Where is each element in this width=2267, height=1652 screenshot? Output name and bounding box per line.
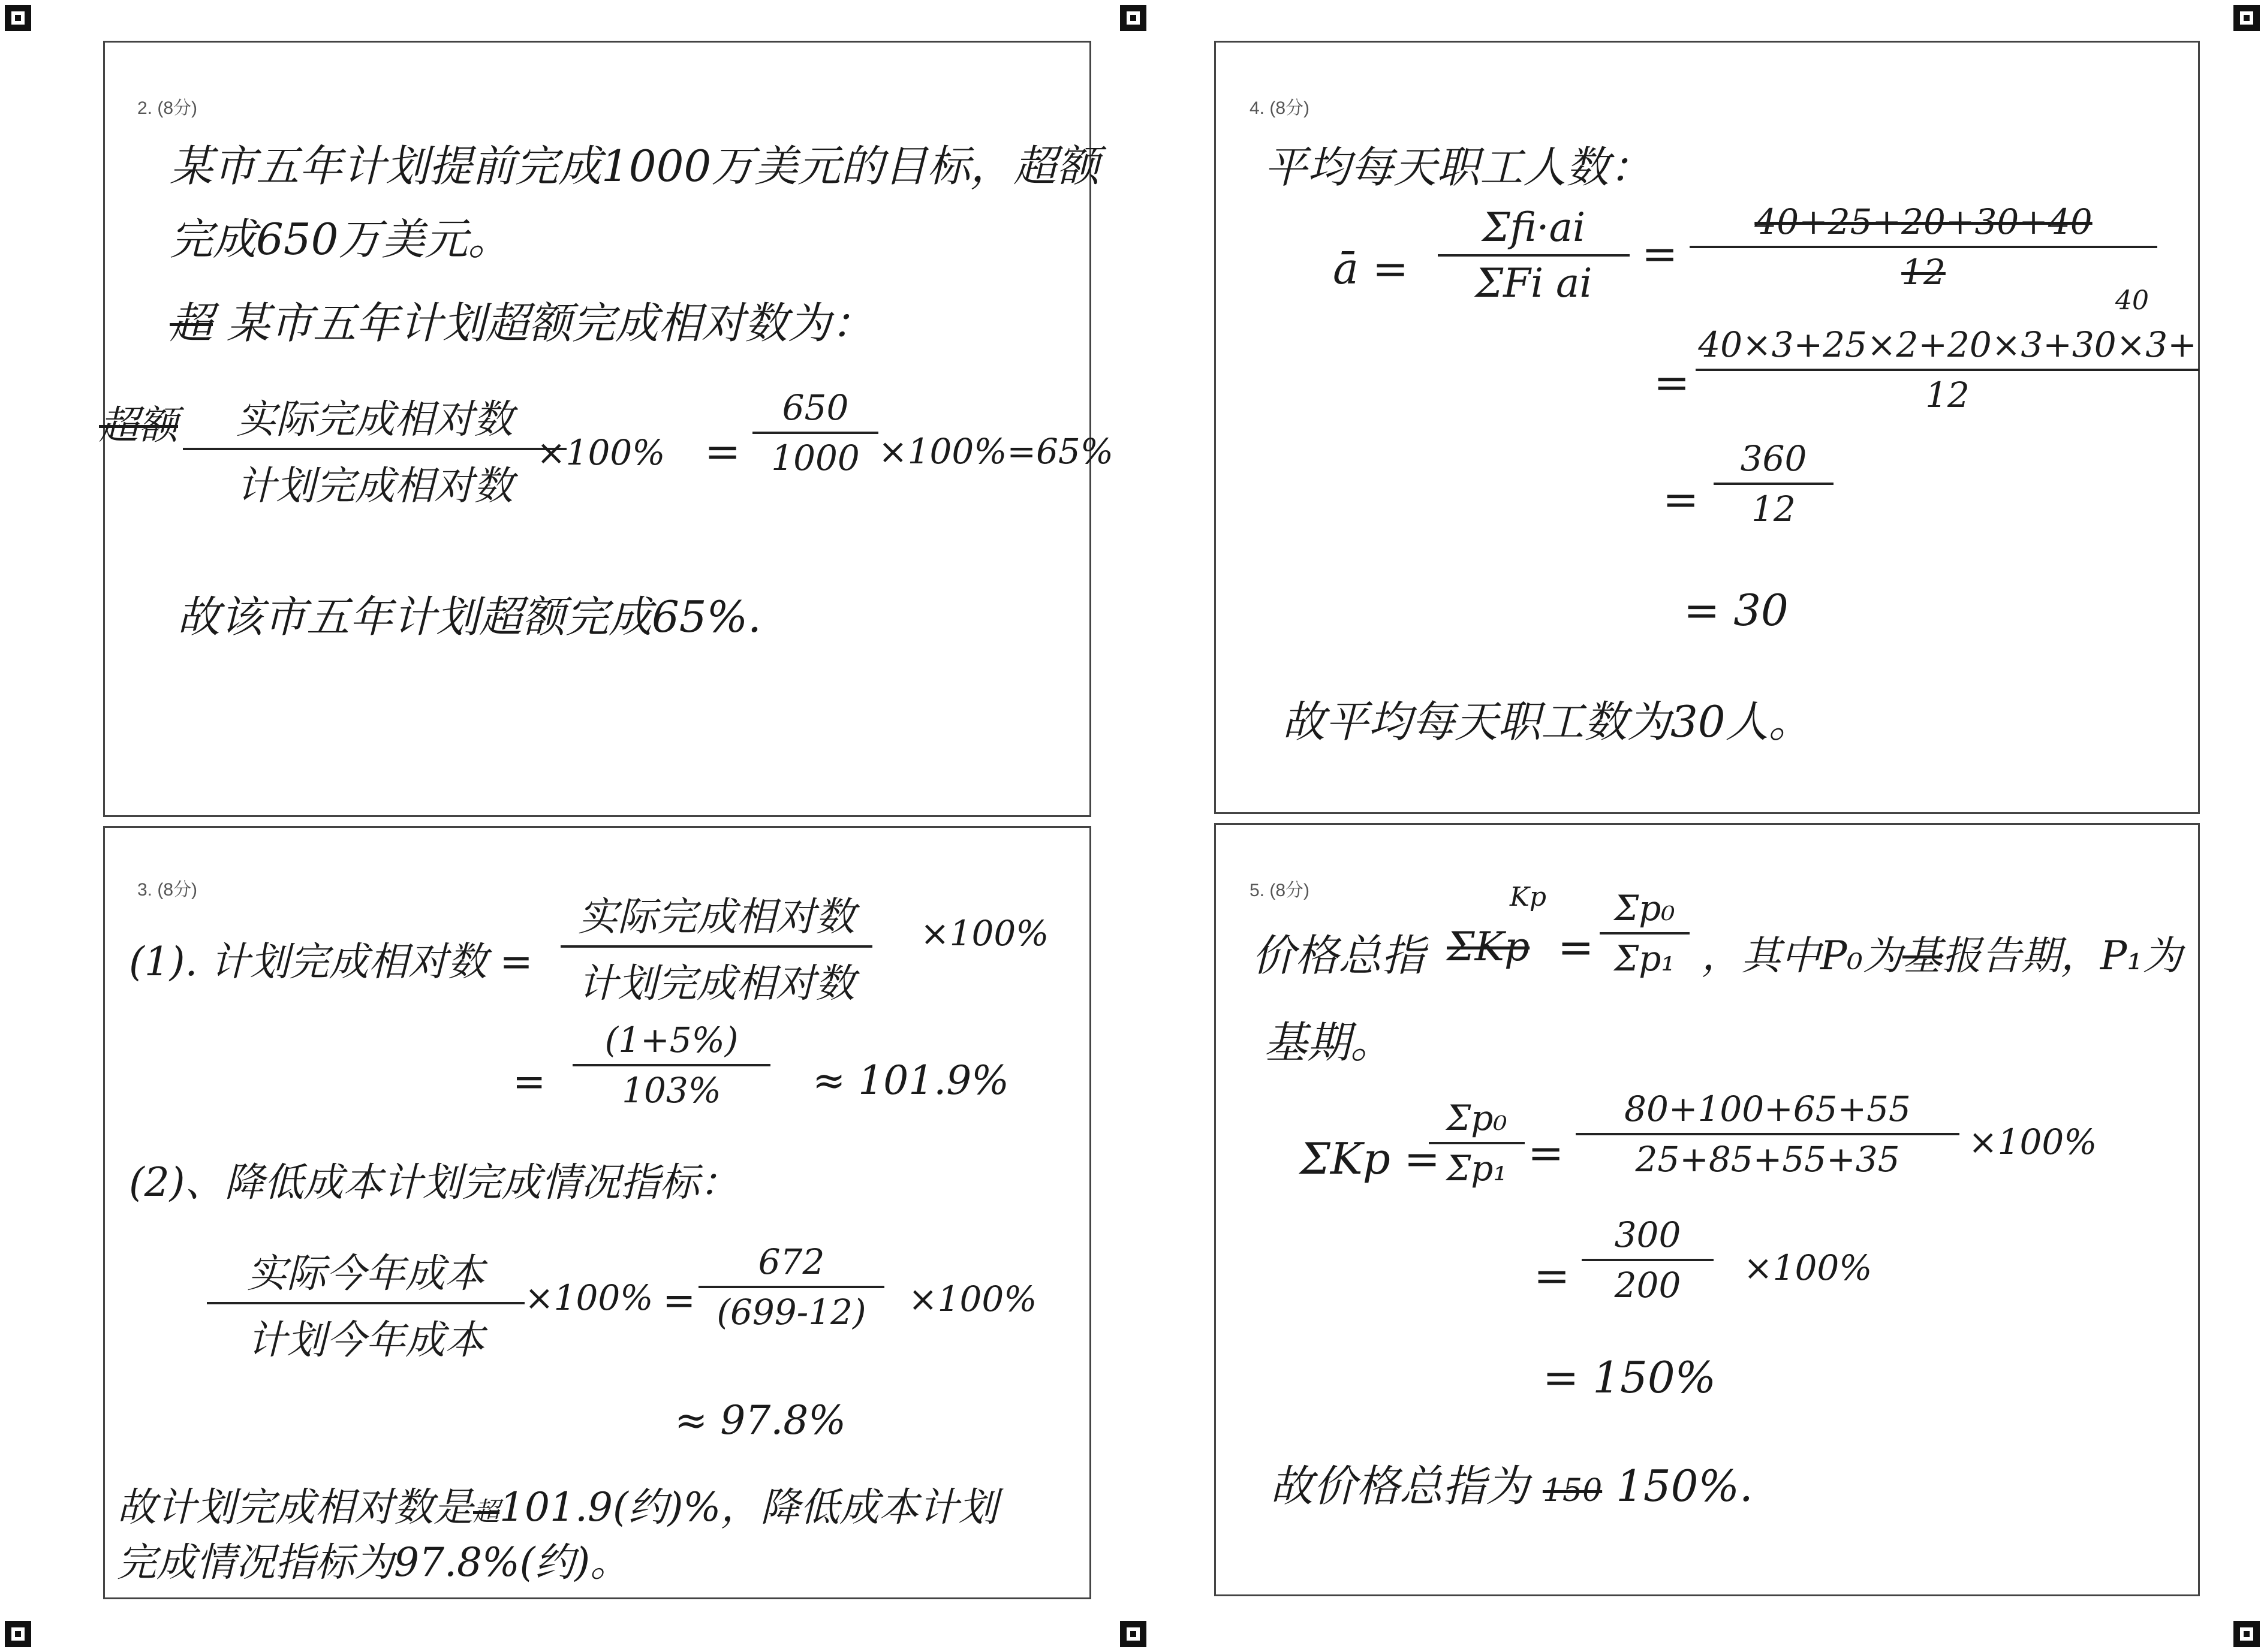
fraction-bar [1690,246,2157,248]
approx-result-101-9: ≈ 101.9% [812,1057,1009,1104]
times-100-percent: ×100% [920,913,1049,954]
fraction-weighted-mean [1438,204,1630,306]
handwritten-line: 完成650万美元。 [170,214,511,264]
handwritten-line: 基期。 [1264,1017,1394,1068]
fraction-denominator: 200 [1614,1265,1681,1306]
registration-marker-bottom-right [2233,1621,2260,1647]
fraction-bar [561,945,872,948]
fraction-numerator: 650 [782,387,849,428]
fraction-denominator: Σp₁ [1446,1148,1507,1189]
fraction-650-over-1000 [752,387,878,478]
fraction-cost-ratio [207,1241,525,1365]
fraction-numerator: 300 [1614,1214,1681,1255]
fraction-denominator: 25+85+55+35 [1635,1139,1900,1180]
approx-result-97-8: ≈ 97.8% [675,1397,846,1443]
part-2-heading: (2)、降低成本计划完成情况指标： [129,1159,739,1205]
crossed-out-text: 超 [170,298,213,348]
fraction-bar [1576,1133,1959,1135]
fraction-300-over-200 [1582,1214,1714,1306]
fraction-672-over-687 [699,1241,884,1333]
fraction-denominator: 计划今年成本 [247,1317,484,1363]
registration-marker-bottom-center [1120,1621,1146,1647]
equals-sign: = [513,1059,546,1105]
part-1-heading: (1). 计划完成相对数 = [129,939,533,985]
handwritten-text: 价格总指 [1252,930,1425,981]
equals-sign: = [705,426,741,477]
crossed-out-text: 超 [473,1497,499,1527]
handwritten-text: ，其中P₀为基报告期，P₁为 [1702,933,2182,979]
result-65-percent: ×100%=65% [878,431,1113,472]
times-100-percent: ×100% [525,1277,654,1318]
fraction-denominator: 12 [1751,489,1796,529]
conclusion-line: 故该市五年计划超额完成65%. [177,592,761,642]
sum-kp-label: ΣKp = [1300,1134,1440,1184]
fraction-weighted-sum [1696,324,2199,415]
crossed-out-text: 超额 [99,402,178,448]
fraction-bar [573,1064,770,1066]
conclusion-line: 故平均每天职工数为30人。 [1282,697,1812,747]
inserted-superscript: Kp [1510,882,1547,912]
equals-sign: = [1654,357,1690,408]
fraction-bar [1429,1142,1525,1144]
question-label: 4. (8分) [1250,98,1310,118]
crossed-out-text: 150 [1542,1473,1603,1509]
fraction-360-over-12 [1714,438,1834,529]
fraction-denominator: (699-12) [716,1292,866,1333]
fraction-bar [183,448,567,450]
handwritten-line: 某市五年计划提前完成1000万美元的目标，超额 [170,141,1100,191]
answer-box-q2 [99,41,1113,817]
times-100-percent: ×100% [1744,1247,1872,1288]
fraction-ratio-formula [183,387,567,511]
fraction-105-over-103 [573,1020,770,1111]
fraction-denominator: 103% [622,1070,721,1111]
result-30: = 30 [1684,585,1789,635]
fraction-numerator: (1+5%) [604,1020,739,1060]
fraction-denominator: ΣFi ai [1475,260,1592,306]
fraction-bar [1696,369,2199,371]
fraction-denominator: 计划完成相对数 [236,463,513,509]
crossed-out-text: ΣKp [1447,924,1530,970]
fraction-denominator: 1000 [771,438,860,478]
equals-sign: = [663,1277,696,1324]
fraction-denominator: Σp₁ [1614,938,1675,979]
handwritten-line: 平均每天职工人数： [1264,142,1653,192]
times-100-percent: ×100% [1968,1122,2097,1162]
conclusion-line: 故价格总指为 150 150%. [1270,1461,1753,1511]
registration-marker-top-left [5,5,31,31]
fraction-numerator: 实际完成相对数 [578,894,855,940]
crossed-out-fraction [1690,201,2157,293]
fraction-bar [1714,483,1834,485]
question-label: 5. (8分) [1250,881,1310,900]
equals-sign: = [1534,1250,1570,1301]
equals-sign: = [1558,922,1594,972]
fraction-bar [699,1286,884,1288]
fraction-bar [1600,932,1690,934]
times-100-percent: ×100% [908,1279,1037,1319]
answer-box-q5 [1214,823,2200,1596]
fraction-denominator: 12 [1925,375,1970,415]
fraction-numerator: 360 [1740,438,1807,479]
registration-marker-top-center [1120,5,1146,31]
answer-box-q4 [1214,41,2200,814]
a-bar-label: ā = [1333,243,1409,294]
crossed-out-text: 基 [1902,933,1942,979]
fraction-bar [752,432,878,434]
inserted-note-40: 40 [2115,285,2149,316]
fraction-numerator: 实际完成相对数 [236,396,513,442]
fraction-numerator: 实际今年成本 [247,1250,484,1297]
question-label: 2. (8分) [137,98,198,118]
handwritten-text: 某市五年计划超额完成相对数为： [226,298,874,348]
fraction-sums [1576,1089,1959,1180]
times-100-percent: ×100% [537,432,666,473]
equals-sign: = [1528,1128,1564,1178]
conclusion-line: 故计划完成相对数是超101.9(约)%，降低成本计划 [117,1484,998,1530]
equals-sign: = [1642,228,1678,279]
conclusion-line: 完成情况指标为97.8%(约)。 [117,1539,630,1585]
fraction-bar [207,1302,525,1304]
fraction-numerator: 40×3+25×2+20×3+30×3+ [1698,324,2197,365]
result-150-percent: = 150% [1543,1352,1717,1403]
fraction-denominator: 计划完成相对数 [578,960,855,1006]
fraction-numerator: 40+25+20+30+40 [1754,201,2093,242]
fraction-numerator: 672 [758,1241,825,1282]
fraction-sum-p0-over-p1 [1429,1098,1525,1189]
registration-marker-bottom-left [5,1621,31,1647]
question-label: 3. (8分) [137,880,198,900]
handwritten-line [170,288,874,351]
fraction-numerator: 80+100+65+55 [1624,1089,1911,1129]
fraction-numerator: Σp₀ [1614,888,1675,929]
fraction-price-index [1600,888,1690,979]
fraction-bar [1582,1259,1714,1261]
registration-marker-top-right [2233,5,2260,31]
fraction-denominator: 12 [1901,252,1946,293]
fraction-bar [1438,254,1630,257]
fraction-numerator: Σp₀ [1446,1098,1507,1138]
fraction-numerator: Σfi·ai [1482,204,1586,251]
equals-sign: = [1663,474,1699,524]
answer-box-q3 [103,826,1091,1599]
fraction-plan-completion [561,885,872,1008]
